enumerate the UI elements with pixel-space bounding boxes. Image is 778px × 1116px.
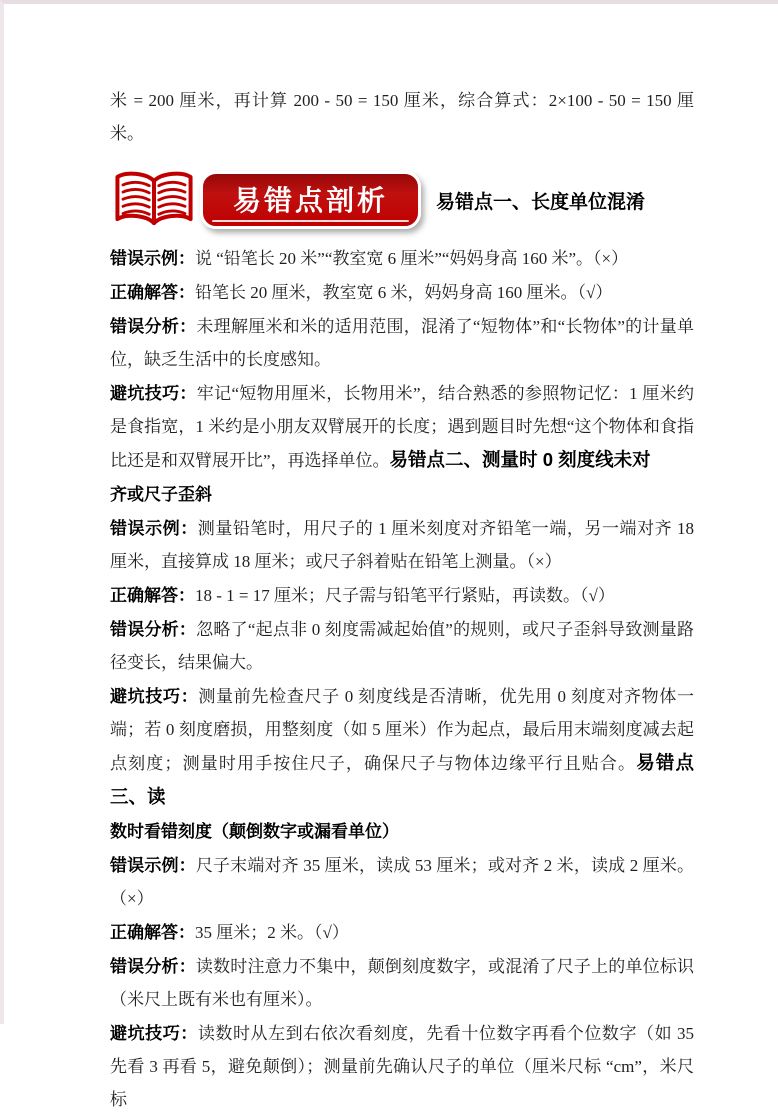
section-3-title-inline: 易错点三、读: [110, 752, 694, 807]
s1-tip-text: 牢记“短物用厘米，长物用米”，结合熟悉的参照物记忆：1 厘米约是食指宽，1 米约是小朋友双臂展开的长度；遇到题目时先想“这个物体和食指比还是和双臂展开比”，再选择单位。: [110, 384, 694, 470]
s2-tip-label: 避坑技巧：: [110, 687, 198, 706]
s2-error-example-text: 测量铅笔时，用尺子的 1 厘米刻度对齐铅笔一端，另一端对齐 18 厘米，直接算成 18 厘米；或尺子斜着贴在铅笔上测量。（×）: [110, 519, 694, 571]
s1-error-analysis: [110, 310, 694, 376]
s2-error-analysis: [110, 613, 694, 679]
error-analysis-banner: [110, 168, 694, 232]
s1-error-example: [110, 242, 694, 275]
s3-correct-answer-text: 35 厘米；2 米。（√）: [195, 923, 349, 942]
s2-correct-answer-text: 18 - 1 = 17 厘米；尺子需与铅笔平行紧贴，再读数。（√）: [195, 586, 615, 605]
section-3-title-wrap: 数时看错刻度（颠倒数字或漏看单位）: [110, 815, 694, 848]
s3-tip-label: 避坑技巧：: [110, 1024, 198, 1043]
s1-error-example-label: 错误示例：: [110, 249, 195, 268]
badge-label: 易错点剖析: [233, 185, 388, 216]
open-book-icon: [110, 169, 198, 231]
s1-correct-answer: [110, 276, 694, 309]
s2-error-example-label: 错误示例：: [110, 519, 198, 538]
s1-error-analysis-text: 未理解厘米和米的适用范围，混淆了“短物体”和“长物体”的计量单位，缺乏生活中的长度感知。: [110, 317, 694, 369]
s3-correct-answer: [110, 916, 694, 949]
s3-error-analysis-text: 读数时注意力不集中，颠倒刻度数字，或混淆了尺子上的单位标识（米尺上既有米也有厘米）。: [110, 957, 694, 1009]
analysis-badge: [200, 171, 421, 229]
s3-error-example: [110, 849, 694, 915]
s2-error-example: [110, 512, 694, 578]
s2-error-analysis-text: 忽略了“起点非 0 刻度需减起始值”的规则，或尺子歪斜导致测量路径变长，结果偏大。: [110, 620, 694, 672]
s1-tip-label: 避坑技巧：: [110, 384, 197, 403]
section-2-title-wrap: 齐或尺子歪斜: [110, 478, 694, 511]
s1-correct-answer-label: 正确解答：: [110, 283, 195, 302]
s1-correct-answer-text: 铅笔长 20 厘米，教室宽 6 米，妈妈身高 160 厘米。（√）: [195, 283, 612, 302]
s2-error-analysis-label: 错误分析：: [110, 620, 196, 639]
s1-error-analysis-label: 错误分析：: [110, 317, 196, 336]
intro-paragraph: 米 = 200 厘米，再计算 200 - 50 = 150 厘米，综合算式：2×100 - 50 = 150 厘米。: [110, 84, 694, 150]
section-2-title-inline: 易错点二、测量时 0 刻度线未对: [390, 449, 651, 470]
s2-correct-answer: [110, 579, 694, 612]
s3-error-example-text: 尺子末端对齐 35 厘米，读成 53 厘米；或对齐 2 米，读成 2 厘米。（×）: [110, 856, 694, 908]
s1-error-example-text: 说 “铅笔长 20 米”“教室宽 6 厘米”“妈妈身高 160 米”。（×）: [195, 249, 628, 268]
s3-error-analysis: [110, 950, 694, 1016]
s2-tip-text: 测量前先检查尺子 0 刻度线是否清晰，优先用 0 刻度对齐物体一端；若 0 刻度磨损，用整刻度（如 5 厘米）作为起点，最后用末端刻度减去起点刻度；测量时用手按住尺子，确保尺子与物体边缘平行且贴合。: [110, 687, 694, 773]
s1-tip: [110, 377, 694, 477]
s3-tip-text: 读数时从左到右依次看刻度，先看十位数字再看个位数字（如 35 先看 3 再看 5，避免颠倒）；测量前先确认尺子的单位（厘米尺标 “cm”，米尺标: [110, 1024, 694, 1109]
s3-error-analysis-label: 错误分析：: [110, 957, 196, 976]
s3-correct-answer-label: 正确解答：: [110, 923, 195, 942]
s3-error-example-label: 错误示例：: [110, 856, 196, 875]
s2-correct-answer-label: 正确解答：: [110, 586, 195, 605]
s2-tip: [110, 680, 694, 814]
section-1-title: 易错点一、长度单位混淆: [436, 187, 645, 214]
page-content: [110, 84, 694, 1116]
s3-tip: [110, 1017, 694, 1116]
